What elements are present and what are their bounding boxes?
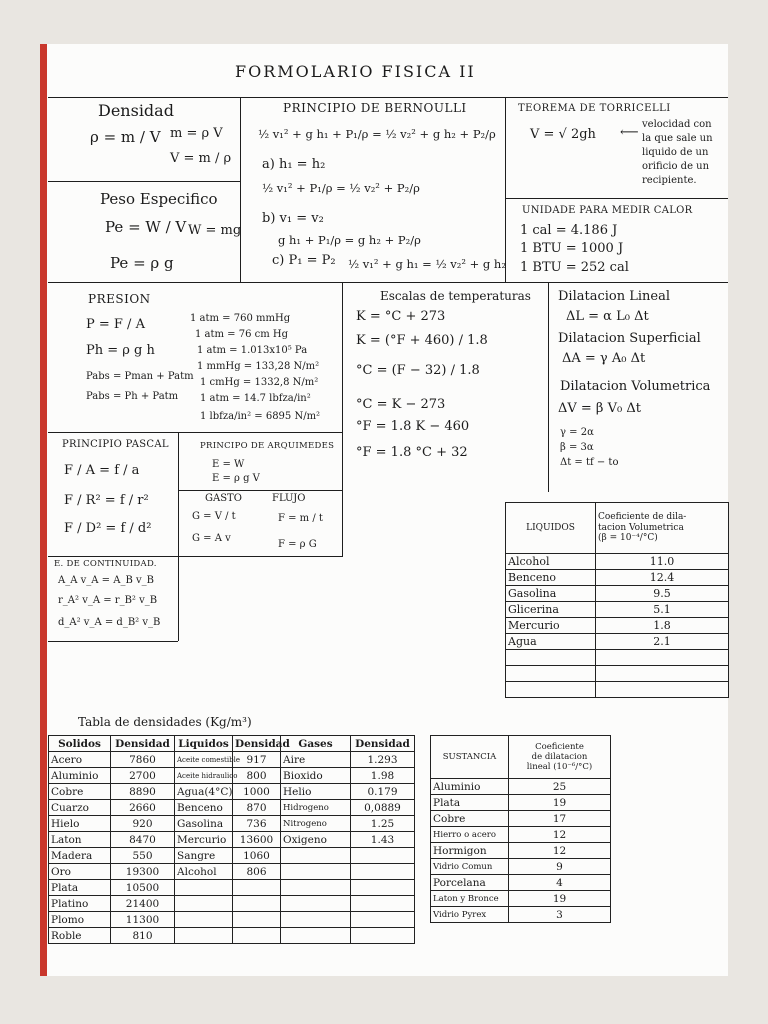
table-cell: Alcohol [175,864,233,880]
densidad-formula: ρ = m / V [90,128,161,146]
table-row [49,896,415,912]
pascal-formula: F / R² = f / r² [64,493,149,508]
presion-unit: 1 cmHg = 1332,8 N/m² [200,377,319,388]
presion-unit: 1 atm = 760 mmHg [190,313,291,324]
table-cell: Vidrio Pyrex [431,907,509,923]
presion-formula: Pabs = Pman + Patm [86,371,194,382]
gasto-heading: GASTO [205,493,242,504]
presion-unit: 1 lbfza/in² = 6895 N/m² [200,411,321,422]
arrow-left-icon: ⟵ [620,125,639,140]
table-cell: 9.5 [596,586,729,602]
table-cell: Aluminio [49,768,111,784]
table-cell: 12.4 [596,570,729,586]
table-cell: Benceno [506,570,596,586]
divider [48,641,178,642]
temperatura-formula: °F = 1.8 K − 460 [356,419,470,434]
table-header-cell: Solidos [49,736,111,752]
table-cell: Helio [281,784,351,800]
table-row [506,650,729,666]
presion-formula: P = F / A [86,317,145,332]
table-row [431,843,611,859]
paper-red-edge [40,44,47,976]
flujo-heading: FLUJO [272,493,306,504]
table-cell: 19 [509,891,611,907]
table-header-cell: SUSTANCIA [431,736,509,779]
table-cell [175,928,233,944]
divider [342,282,343,557]
table-cell [351,880,415,896]
bernoulli-case-a: a) h₁ = h₂ [262,157,326,172]
calor-heading: UNIDADE PARA MEDIR CALOR [522,205,693,216]
table-cell: Oxigeno [281,832,351,848]
table-cell: Madera [49,848,111,864]
table-cell: 5.1 [596,602,729,618]
bernoulli-case-c: c) P₁ = P₂ [272,253,336,268]
table-cell: 19 [509,795,611,811]
table-header-cell: Gases [281,736,351,752]
table-cell [233,912,281,928]
presion-unit: 1 atm = 76 cm Hg [195,329,289,340]
table-cell [281,848,351,864]
temperatura-formula: °C = (F − 32) / 1.8 [356,363,480,378]
temperatura-formula: °F = 1.8 °C + 32 [356,445,468,460]
table-cell: 736 [233,816,281,832]
table-cell: Aceite hidraulico [175,768,233,784]
table-cell: Sangre [175,848,233,864]
divider [178,490,342,491]
table-row [49,928,415,944]
temperatura-formula: °C = K − 273 [356,397,446,412]
table-cell [281,880,351,896]
table-cell: 0.179 [351,784,415,800]
presion-formula: Pabs = Ph + Patm [86,391,179,402]
table-row [431,811,611,827]
table-cell: Hierro o acero [431,827,509,843]
table-header-line: de dilatacion [531,751,588,762]
table-row [506,682,729,698]
table-row [431,795,611,811]
gasto-formula: G = V / t [192,511,236,522]
table-header-line: tacion Volumetrica [598,522,684,533]
presion-unit: 1 atm = 1.013x10⁵ Pa [197,345,308,356]
table-row [49,864,415,880]
table-cell: Plomo [49,912,111,928]
presion-formula: Ph = ρ g h [86,343,155,358]
table-cell: 11.0 [596,554,729,570]
divider [548,282,549,492]
torricelli-note: recipiente. [642,175,697,186]
page-title: FORMOLARIO FISICA II [235,62,476,81]
divider [48,556,342,557]
table-cell: Hidrogeno [281,800,351,816]
table-cell: 550 [111,848,175,864]
table-cell: 810 [111,928,175,944]
table-cell: 17 [509,811,611,827]
table-cell: Cobre [431,811,509,827]
table-cell [351,864,415,880]
calor-formula: 1 BTU = 1000 J [520,241,624,256]
table-cell: Cobre [49,784,111,800]
table-cell [175,896,233,912]
table-cell: Aire [281,752,351,768]
table-cell: 0,0889 [351,800,415,816]
table-row [431,827,611,843]
table-cell: 4 [509,875,611,891]
table-row [506,586,729,602]
table-header-line: Coeficiente [535,741,584,752]
table-row [49,912,415,928]
table-row [506,570,729,586]
table-row [431,907,611,923]
divider [48,282,728,283]
divider [505,198,728,199]
table-cell: 2.1 [596,634,729,650]
continuidad-formula: r_A² v_A = r_B² v_B [58,595,158,606]
table-cell: Platino [49,896,111,912]
calor-formula: 1 BTU = 252 cal [520,260,629,275]
table-cell: Plata [49,880,111,896]
table-row [506,554,729,570]
table-row [49,800,415,816]
dilatacion-relation: Δt = tf − to [560,457,619,468]
table-row [49,848,415,864]
densidad-heading: Densidad [98,101,174,120]
dilatacion-lineal-formula: ΔL = α L₀ Δt [566,309,649,324]
bernoulli-case-b-formula: g h₁ + P₁/ρ = g h₂ + P₂/ρ [278,233,421,247]
table-row [49,752,415,768]
table-cell: Mercurio [175,832,233,848]
table-row [49,816,415,832]
table-cell: 10500 [111,880,175,896]
peso-especifico-formula: Pe = ρ g [110,254,174,272]
table-header-line: lineal (10⁻⁶/°C) [526,762,593,773]
table-row [506,618,729,634]
table-cell: 8470 [111,832,175,848]
table-cell: Aceite comestible [175,752,233,768]
table-header-cell [509,736,611,779]
table-cell: Laton [49,832,111,848]
presion-unit: 1 mmHg = 133,28 N/m² [197,361,320,372]
table-cell: 11300 [111,912,175,928]
bernoulli-formula: ½ v₁² + g h₁ + P₁/ρ = ½ v₂² + g h₂ + P₂/ρ [258,127,496,141]
bernoulli-case-b: b) v₁ = v₂ [262,211,324,226]
continuidad-heading: E. DE CONTINUIDAD. [54,559,157,569]
divider [505,97,506,282]
table-header-cell: LIQUIDOS [506,503,596,554]
table-cell: Acero [49,752,111,768]
table-row [506,666,729,682]
table-cell: 870 [233,800,281,816]
table-cell: 7860 [111,752,175,768]
table-header-cell: Densidad [233,736,281,752]
arquimedes-formula: E = W [212,459,245,470]
table-cell: 12 [509,843,611,859]
table-row [506,634,729,650]
table-header-line: (β = 10⁻⁴/°C) [598,533,658,544]
dilatacion-superficial-heading: Dilatacion Superficial [558,331,701,346]
pascal-formula: F / D² = f / d² [64,521,152,536]
table-cell: Aluminio [431,779,509,795]
table-cell: 25 [509,779,611,795]
table-cell [281,928,351,944]
table-cell [233,928,281,944]
table-cell: 21400 [111,896,175,912]
table-row [49,832,415,848]
table-cell: Roble [49,928,111,944]
table-cell: 13600 [233,832,281,848]
densidad-formula: V = m / ρ [170,151,232,166]
table-row [431,859,611,875]
torricelli-note: la que sale un [642,133,713,144]
bernoulli-heading: PRINCIPIO DE BERNOULLI [283,101,467,115]
table-cell: 1.43 [351,832,415,848]
table-cell: Bioxido [281,768,351,784]
table-cell [233,880,281,896]
arquimedes-formula: E = ρ g V [212,473,260,484]
torricelli-heading: TEOREMA DE TORRICELLI [518,103,671,114]
table-cell: 2700 [111,768,175,784]
table-cell [351,928,415,944]
table-cell: 1.25 [351,816,415,832]
table-cell: Laton y Bronce [431,891,509,907]
table-header-cell: Liquidos [175,736,233,752]
table-cell: Hielo [49,816,111,832]
presion-unit: 1 atm = 14.7 lbfza/in² [200,393,311,404]
divider [48,181,240,182]
table-header-row [506,503,729,554]
dilatacion-lineal-table [430,735,611,923]
temperatura-formula: K = °C + 273 [356,309,446,324]
dilatacion-relation: β = 3α [560,442,594,453]
table-cell: Porcelana [431,875,509,891]
table-cell: 9 [509,859,611,875]
table-cell: 917 [233,752,281,768]
table-cell: Nitrogeno [281,816,351,832]
calor-formula: 1 cal = 4.186 J [520,223,618,238]
peso-especifico-formula: W = mg [188,223,242,238]
peso-especifico-heading: Peso Especifico [100,190,218,208]
table-cell: 8890 [111,784,175,800]
liquidos-dilatacion-table [505,502,729,698]
table-cell: 1.8 [596,618,729,634]
bernoulli-case-a-formula: ½ v₁² + P₁/ρ = ½ v₂² + P₂/ρ [262,181,420,195]
dilatacion-volumetrica-formula: ΔV = β V₀ Δt [558,401,641,416]
table-cell: Vidrio Comun [431,859,509,875]
table-row [431,875,611,891]
table-cell: 1000 [233,784,281,800]
table-cell [281,912,351,928]
flujo-formula: F = m / t [278,513,323,524]
table-cell [281,896,351,912]
dilatacion-superficial-formula: ΔA = γ A₀ Δt [562,351,646,366]
arquimedes-heading: PRINCIPO DE ARQUIMEDES [200,441,335,451]
table-header-cell: Densidad [351,736,415,752]
presion-heading: PRESION [88,292,151,306]
table-row [49,880,415,896]
pascal-formula: F / A = f / a [64,463,140,478]
table-cell: Gasolina [506,586,596,602]
divider [48,97,728,98]
table-cell: 1.98 [351,768,415,784]
dilatacion-relation: γ = 2α [560,427,594,438]
table-cell: Plata [431,795,509,811]
table-cell: Oro [49,864,111,880]
table-cell [351,912,415,928]
temperaturas-heading: Escalas de temperaturas [380,289,531,303]
table-cell: 806 [233,864,281,880]
table-cell: Benceno [175,800,233,816]
divider [240,97,241,282]
divider [178,432,179,557]
flujo-formula: F = ρ G [278,539,317,550]
table-cell: 920 [111,816,175,832]
table-cell: 19300 [111,864,175,880]
table-header-line: Coeficiente de dila- [598,511,687,522]
densidades-caption: Tabla de densidades (Kg/m³) [78,715,252,729]
table-cell: Mercurio [506,618,596,634]
table-cell: 800 [233,768,281,784]
densidades-table [48,735,415,944]
table-cell [233,896,281,912]
table-cell: Hormigon [431,843,509,859]
torricelli-formula: V = √ 2gh [530,127,596,142]
torricelli-note: velocidad con [642,119,712,130]
table-row [49,768,415,784]
table-cell: Agua(4°C) [175,784,233,800]
table-row [506,602,729,618]
table-row [431,891,611,907]
table-cell [281,864,351,880]
divider [178,556,179,641]
table-header-cell: Densidad [111,736,175,752]
table-cell [351,896,415,912]
table-cell: 3 [509,907,611,923]
table-cell [351,848,415,864]
table-cell [175,880,233,896]
table-row [431,779,611,795]
peso-especifico-formula: Pe = W / V [105,218,187,236]
table-row [49,784,415,800]
table-cell: Agua [506,634,596,650]
pascal-heading: PRINCIPIO PASCAL [62,439,169,450]
temperatura-formula: K = (°F + 460) / 1.8 [356,333,488,348]
table-header-row [431,736,611,779]
continuidad-formula: A_A v_A = A_B v_B [58,575,154,586]
gasto-formula: G = A v [192,533,231,544]
table-header-row [49,736,415,752]
torricelli-note: orificio de un [642,161,710,172]
table-cell: Gasolina [175,816,233,832]
bernoulli-case-c-formula: ½ v₁² + g h₁ = ½ v₂² + g h₂ [348,257,506,271]
torricelli-note: liquido de un [642,147,709,158]
table-cell: Cuarzo [49,800,111,816]
divider [48,432,342,433]
table-cell: 12 [509,827,611,843]
table-cell [175,912,233,928]
table-cell: Glicerina [506,602,596,618]
continuidad-formula: d_A² v_A = d_B² v_B [58,617,161,628]
densidad-formula: m = ρ V [170,126,223,141]
table-cell: 1.293 [351,752,415,768]
dilatacion-volumetrica-heading: Dilatacion Volumetrica [560,379,711,394]
table-cell: 1060 [233,848,281,864]
table-cell: Alcohol [506,554,596,570]
dilatacion-lineal-heading: Dilatacion Lineal [558,289,670,304]
table-header-cell [596,503,729,554]
table-cell: 2660 [111,800,175,816]
